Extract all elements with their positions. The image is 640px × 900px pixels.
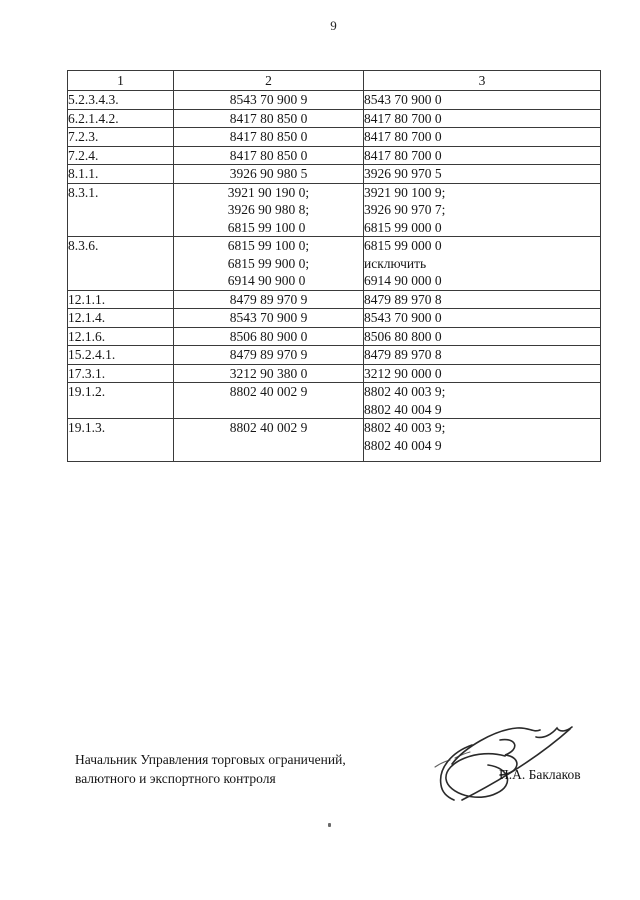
cell-line: 6815 99 100 0 xyxy=(227,219,306,235)
cell-col2 xyxy=(174,237,364,291)
cell-line: 8479 89 970 8 xyxy=(364,347,442,362)
cell-col2 xyxy=(174,91,364,110)
cell-line: 8479 89 970 9 xyxy=(229,347,308,362)
table-body xyxy=(68,91,601,462)
cell-col3 xyxy=(364,346,601,365)
table-row xyxy=(68,237,601,291)
table-row xyxy=(68,146,601,165)
table-row xyxy=(68,364,601,383)
cell-line: 6815 99 100 0; xyxy=(227,238,310,253)
table-row xyxy=(68,91,601,110)
cell-col3 xyxy=(364,309,601,328)
cell-col1 xyxy=(68,165,174,184)
table-row xyxy=(68,383,601,419)
cell-col1 xyxy=(68,109,174,128)
cell-line: 19.1.3. xyxy=(68,420,106,435)
signer-title-line2: валютного и экспортного контроля xyxy=(75,771,276,786)
cell-col3 xyxy=(364,383,601,419)
cell-col1 xyxy=(68,290,174,309)
col-header-3: 3 xyxy=(364,71,601,91)
cell-line: 3926 90 970 7; xyxy=(364,202,446,217)
table-row xyxy=(68,327,601,346)
cell-line: 3212 90 380 0 xyxy=(229,365,308,381)
cell-col3 xyxy=(364,91,601,110)
cell-line: 8417 80 850 0 xyxy=(229,110,308,126)
codes-table xyxy=(67,70,601,462)
cell-col1 xyxy=(68,128,174,147)
cell-line: 6914 90 900 0 xyxy=(227,273,306,288)
cell-line: 8506 80 900 0 xyxy=(229,328,308,344)
cell-col1 xyxy=(68,91,174,110)
table-row xyxy=(68,128,601,147)
cell-line: 3921 90 100 9; xyxy=(364,184,446,200)
cell-line: 8417 80 700 0 xyxy=(364,110,442,126)
cell-line: 3921 90 190 0; xyxy=(227,184,310,200)
cell-col3 xyxy=(364,290,601,309)
cell-line: 6914 90 000 0 xyxy=(364,273,442,288)
scan-artifact-mark xyxy=(328,823,331,827)
cell-line: 3212 90 000 0 xyxy=(364,365,442,381)
cell-col2 xyxy=(174,165,364,184)
col-header-1: 1 xyxy=(68,71,174,91)
cell-col2 xyxy=(174,419,364,462)
cell-line: 12.1.4. xyxy=(68,310,106,325)
table-header xyxy=(68,71,601,91)
signature-icon xyxy=(430,703,580,808)
signer-title xyxy=(75,750,346,788)
cell-line: 8802 40 002 9 xyxy=(229,384,308,399)
table-row xyxy=(68,290,601,309)
table-row xyxy=(68,309,601,328)
cell-line: 8417 80 700 0 xyxy=(364,129,442,144)
table-row xyxy=(68,419,601,462)
cell-col1 xyxy=(68,327,174,346)
cell-col1 xyxy=(68,419,174,462)
cell-col2 xyxy=(174,327,364,346)
cell-line: 6815 99 000 0 xyxy=(364,219,442,235)
cell-col1 xyxy=(68,237,174,291)
cell-line: 3926 90 980 8; xyxy=(227,202,310,217)
cell-col2 xyxy=(174,290,364,309)
cell-col3 xyxy=(364,183,601,237)
signer-title-line1: Начальник Управления торговых ограничений, xyxy=(75,752,346,767)
cell-line: 15.2.4.1. xyxy=(68,347,116,362)
cell-col1 xyxy=(68,383,174,419)
cell-line: 6.2.1.4.2. xyxy=(68,110,119,126)
cell-line: 8479 89 970 8 xyxy=(364,291,442,307)
table-row xyxy=(68,183,601,237)
cell-line: 8543 70 900 0 xyxy=(364,92,442,107)
cell-col2 xyxy=(174,364,364,383)
cell-line: 6815 99 000 0 xyxy=(364,238,442,253)
cell-line: 19.1.2. xyxy=(68,384,106,399)
table-row xyxy=(68,346,601,365)
table-header-row xyxy=(68,71,601,91)
cell-line: 3926 90 980 5 xyxy=(229,166,308,181)
cell-line: 5.2.3.4.3. xyxy=(68,92,119,107)
cell-line: 12.1.1. xyxy=(68,291,106,307)
cell-line: 8479 89 970 9 xyxy=(229,291,308,307)
cell-line: 8.3.6. xyxy=(68,238,99,253)
cell-line: 8543 70 900 9 xyxy=(229,310,308,325)
cell-line: 8802 40 002 9 xyxy=(229,420,308,435)
cell-line: 8506 80 800 0 xyxy=(364,328,442,344)
cell-col3 xyxy=(364,419,601,462)
cell-line: 8802 40 004 9 xyxy=(364,437,442,453)
cell-col2 xyxy=(174,128,364,147)
cell-line: 8417 80 850 0 xyxy=(229,147,308,163)
cell-line: 7.2.3. xyxy=(68,129,99,144)
cell-col3 xyxy=(364,109,601,128)
cell-col1 xyxy=(68,309,174,328)
table-row xyxy=(68,109,601,128)
cell-line: 8543 70 900 0 xyxy=(364,310,442,325)
cell-line: 17.3.1. xyxy=(68,365,106,381)
cell-col2 xyxy=(174,183,364,237)
cell-line: 8802 40 003 9; xyxy=(364,420,446,435)
cell-col1 xyxy=(68,346,174,365)
cell-col3 xyxy=(364,327,601,346)
table-row xyxy=(68,165,601,184)
cell-line: 6815 99 900 0; xyxy=(227,255,310,271)
cell-col2 xyxy=(174,146,364,165)
cell-line: 8417 80 700 0 xyxy=(364,147,442,163)
cell-col1 xyxy=(68,183,174,237)
cell-col2 xyxy=(174,109,364,128)
cell-col2 xyxy=(174,383,364,419)
cell-col1 xyxy=(68,146,174,165)
cell-line: 7.2.4. xyxy=(68,147,99,163)
cell-col2 xyxy=(174,346,364,365)
cell-line: 8802 40 003 9; xyxy=(364,384,446,399)
cell-line: 8802 40 004 9 xyxy=(364,401,442,417)
signer-name: П.А. Баклаков xyxy=(499,767,581,782)
cell-line: 8.3.1. xyxy=(68,184,99,200)
page-number: 9 xyxy=(330,18,337,33)
col-header-2: 2 xyxy=(174,71,364,91)
cell-col1 xyxy=(68,364,174,383)
cell-col3 xyxy=(364,146,601,165)
cell-col3 xyxy=(364,237,601,291)
cell-col3 xyxy=(364,128,601,147)
cell-col3 xyxy=(364,165,601,184)
cell-line: 12.1.6. xyxy=(68,328,106,344)
cell-line: 3926 90 970 5 xyxy=(364,166,442,181)
cell-col3 xyxy=(364,364,601,383)
cell-line: исключить xyxy=(364,255,427,271)
cell-line: 8.1.1. xyxy=(68,166,99,181)
cell-line: 8543 70 900 9 xyxy=(229,92,308,107)
cell-col2 xyxy=(174,309,364,328)
cell-line: 8417 80 850 0 xyxy=(229,129,308,144)
